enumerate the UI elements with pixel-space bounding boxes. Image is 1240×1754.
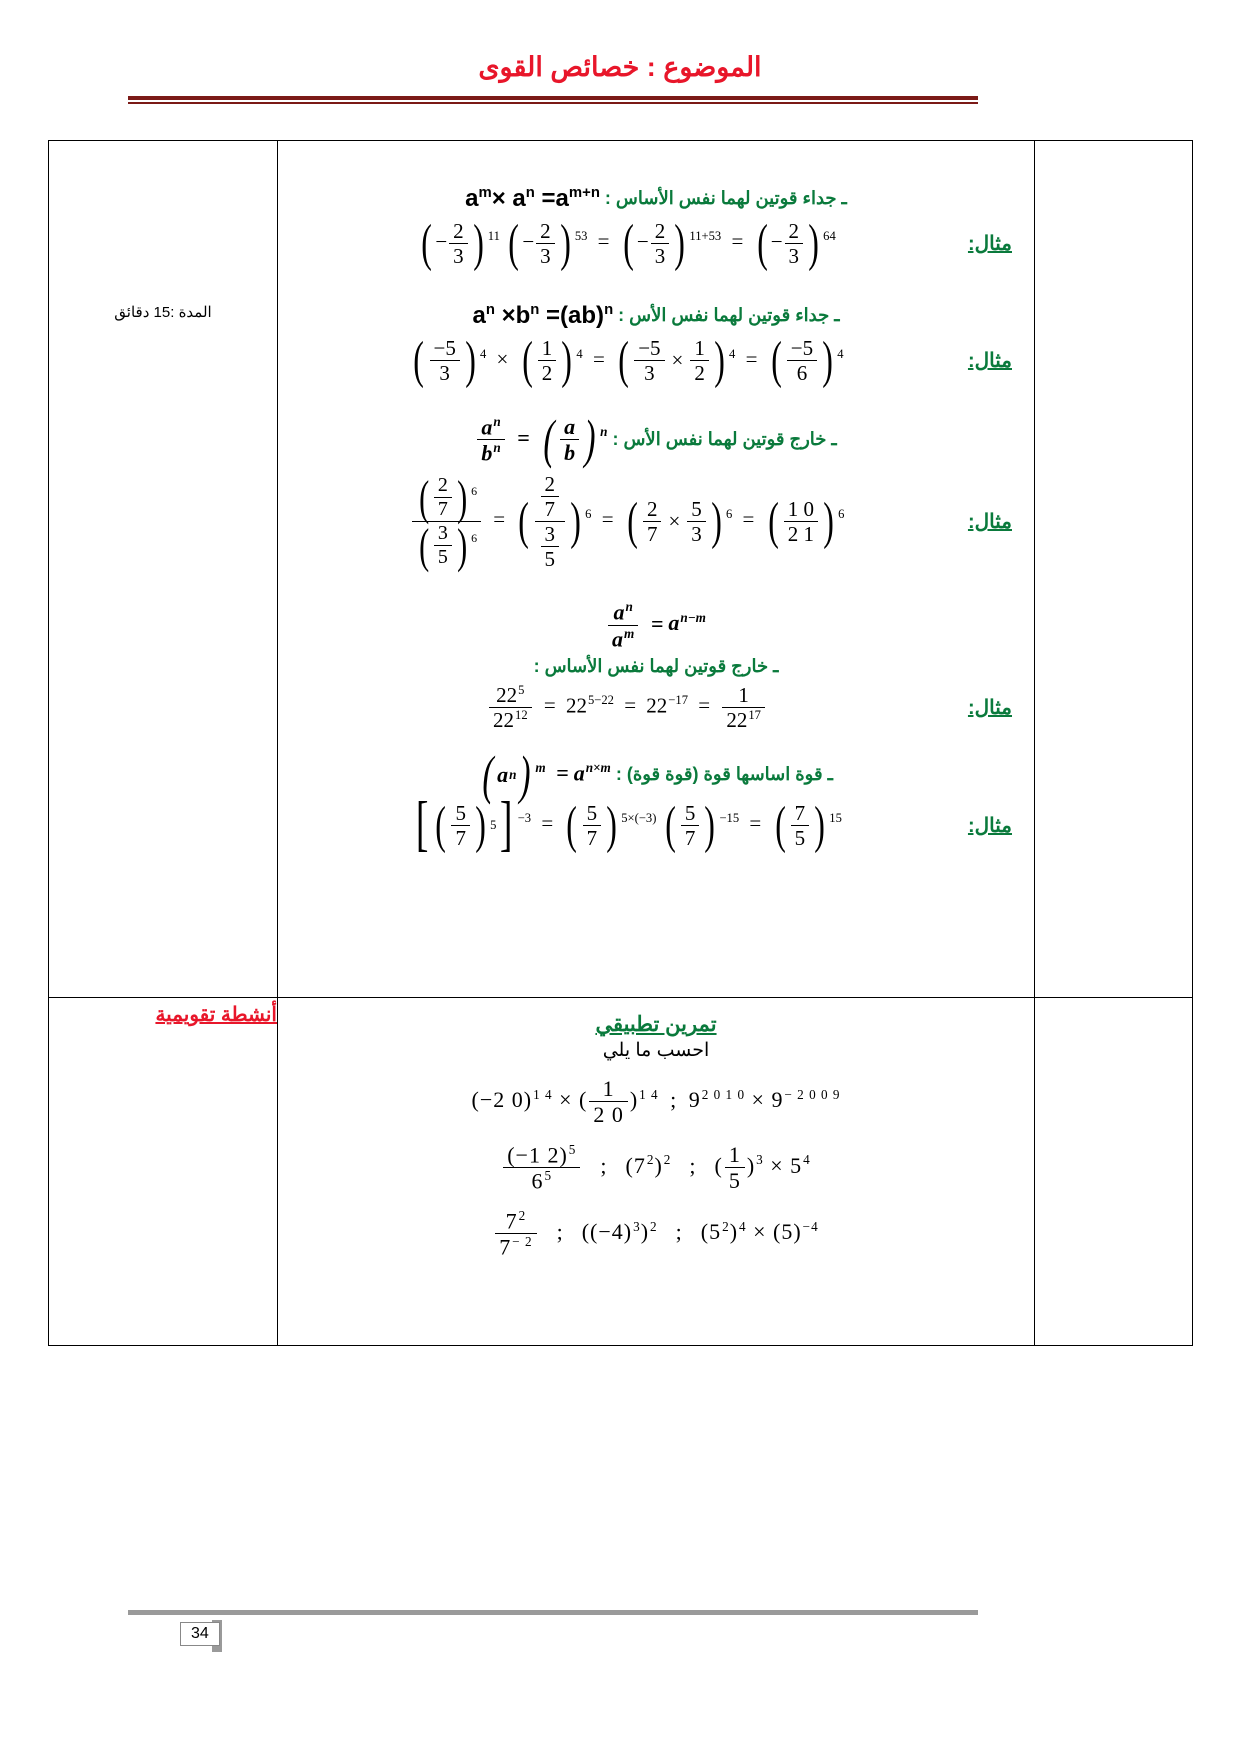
page-number: 34 xyxy=(180,1622,220,1646)
row2-left-cell xyxy=(49,998,277,1345)
rule-5-statement xyxy=(294,744,1018,805)
example-label: مثال: xyxy=(967,696,1012,719)
rule-3-example-math: ( $\frac{2}{7}$ ) $^6$ ( $\frac{3}{5}$ ) $^6$ = ( $\frac{\frac{2}{7}}{\frac{3}{5}}$ ) $^6$ = ( $\frac{2}{7}$ × $\frac{5}{3}$ ) $^6$ = ( $\frac{1 0}{2 1}$ ) $^6$ xyxy=(294,472,960,572)
rule-4-formula-line xyxy=(294,599,1018,651)
duration-label: المدة :15 دقائق xyxy=(114,304,212,321)
rule-3-text: ـ خارج قوتين لهما نفس الأس : xyxy=(612,428,837,449)
rule-5-example xyxy=(294,791,1018,859)
rule-5-text: ـ قوة اساسها قوة (قوة قوة) : xyxy=(615,764,833,785)
rule-4-example xyxy=(294,683,1018,732)
rule-4-statement xyxy=(294,656,1018,677)
lesson-table xyxy=(48,140,1193,1346)
rule-2-formula: $a^n \times b^n =(ab)^n$ xyxy=(472,302,614,330)
rule-2-text: ـ جداء قوتين لهما نفس الأس : xyxy=(618,305,840,326)
row1-left-cell xyxy=(49,141,277,997)
example-label: مثال: xyxy=(967,350,1012,373)
header-rule-thin xyxy=(128,102,978,104)
row2-content-cell xyxy=(277,998,1034,1345)
rule-4-formula: $\frac{a^n}{a^m}$ = $a^{n-m}$ xyxy=(606,599,706,651)
rule-1-text: ـ جداء قوتين لهما نفس الأساس : xyxy=(604,187,847,208)
exercise-title: تمرين تطبيقي xyxy=(595,1013,717,1036)
page-title: الموضوع : خصائص القوى xyxy=(478,52,762,82)
rule-2-example-math: ( $\frac{-5}{3}$ ) $^4$ × ( $\frac{1}{2}$ ) $^4$ = ( $\frac{-5}{3}$ × $\frac{1}{2}$ ) $^4$ = ( $\frac{-5}{6}$ ) $^4$ xyxy=(413,332,844,390)
example-label: مثال: xyxy=(967,511,1012,534)
rule-2-statement xyxy=(294,302,1018,330)
example-label: مثال: xyxy=(967,814,1012,837)
rule-1-formula: $a^m\times a^n =a^{m+n}$ xyxy=(465,185,600,212)
rule-4-example-math: $\frac{22^5}{22^{12}}$ = $22^{5-22} = 22^{-17}$ = $\frac{1}{22^{17}}$ xyxy=(294,683,960,732)
evaluation-title: أنشطة تقويمية xyxy=(155,1004,277,1026)
document-header xyxy=(0,52,1240,83)
row1-right-cell xyxy=(1034,141,1192,997)
table-row xyxy=(49,141,1192,997)
exercise-line-1: (−2 0)$^{1 4}$ × ( $\frac{1}{2 0}$ )$^{1 4}$ ; $9^{2 0 1 0} \times 9^{- 2 0 0 9}$ xyxy=(471,1076,841,1128)
header-rule-thick xyxy=(128,96,978,100)
rule-1-example xyxy=(294,215,1018,273)
example-label: مثال: xyxy=(967,233,1012,256)
rule-3-statement xyxy=(294,409,1018,470)
footer-divider xyxy=(128,1610,978,1615)
rule-5-formula: ( a n ) $^m = a^{n\times m}$ xyxy=(482,744,611,805)
exercise-line-3: $\frac{7^2}{7^{- 2}}$ ; $((-4)^3)^2$ ; $(5^2)^4 \times (5)^{-4}$ xyxy=(294,1208,1018,1260)
rule-5-example-math: [ ( $\frac{5}{7}$ ) 5 ] $^{-3}$ = ( $\frac{5}{7}$ ) $^{5\times(-3)}$ ( $\frac{5}{7}$ ) $^{-15}$ = ( $\frac{7}{5}$ ) $^{15}$ xyxy=(415,791,842,859)
rule-1-example-math: ( − $\frac{2}{3}$ ) $^{11}$ ( − $\frac{2}{3}$ ) $^{53}$ = ( − $\frac{2}{3}$ ) $^{11+53}$ = ( − $\frac{2}{3}$ ) $^{64}$ xyxy=(421,215,836,273)
header-divider xyxy=(128,96,978,104)
exercise-line-2: $\frac{(-1 2)^5}{6^5}$ ; $(7^2)^2$ ; ( $\frac{1}{5}$ )$^3 \times 5^4$ xyxy=(294,1142,1018,1194)
rule-1-statement xyxy=(294,185,1018,213)
row1-content-cell xyxy=(277,141,1034,997)
rule-2-example xyxy=(294,332,1018,390)
rule-4-text: ـ خارج قوتين لهما نفس الأساس : xyxy=(533,655,779,676)
exercise-instruction: احسب ما يلي xyxy=(602,1040,710,1061)
rule-3-formula: $\frac{a^n}{b^n}$ = ( $\frac{a}{b}$ ) $^n$ xyxy=(475,414,607,466)
rule-3-example xyxy=(294,472,1018,572)
